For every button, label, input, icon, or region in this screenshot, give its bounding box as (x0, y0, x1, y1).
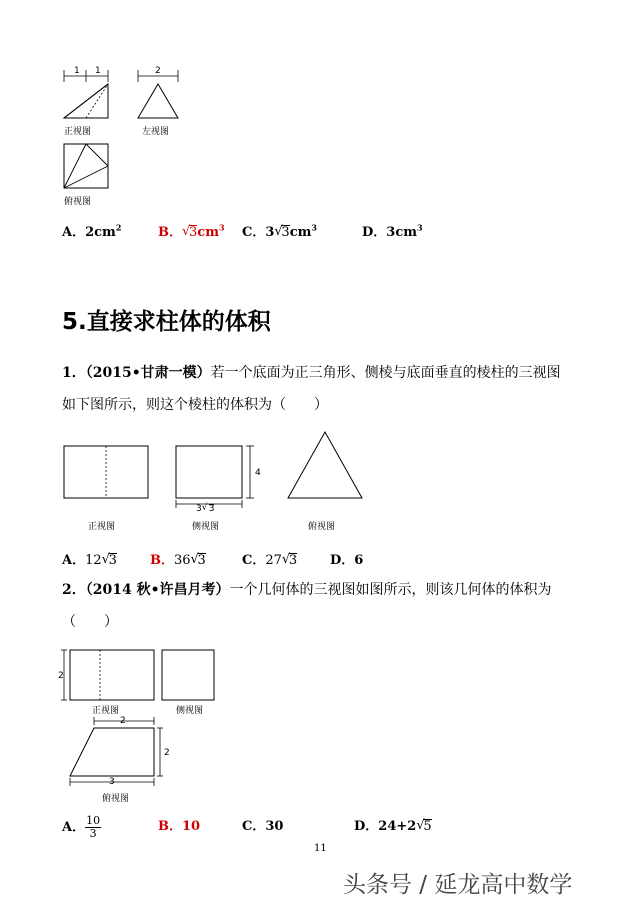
q1-option-a (62, 549, 117, 568)
q2-option-c (242, 815, 283, 834)
option-label: D． (362, 225, 387, 240)
sqrt-symbol (282, 553, 297, 568)
q2-front-view-caption: 正视图 (92, 706, 120, 716)
prev-option-c (242, 221, 317, 240)
q1-width-radicand: 3 (208, 504, 215, 514)
sqrt-symbol (102, 553, 117, 568)
q2-side-view-figure (160, 648, 220, 704)
option-label: C． (242, 819, 266, 834)
option-label: B． (158, 225, 182, 240)
option-coef: 12 (85, 553, 102, 568)
q1-side-view-caption: 侧视图 (192, 522, 220, 532)
sqrt-symbol (202, 504, 215, 514)
q1-side-view-figure (174, 444, 264, 520)
option-coef: 3 (265, 225, 275, 240)
option-radicand: 5 (423, 819, 432, 834)
q1-option-b (150, 549, 206, 568)
q2-top-height-label: 2 (164, 748, 170, 758)
prev-dim-right: 1 (95, 66, 101, 76)
option-sup: 3 (417, 222, 423, 233)
option-value: 2cm (85, 225, 116, 240)
q1-width-coef: 3 (196, 504, 202, 514)
option-unit: cm (289, 225, 312, 240)
page-number: 11 (314, 843, 327, 854)
option-value: 24+2 (378, 819, 417, 834)
q2-top-view-caption: 俯视图 (102, 794, 130, 804)
option-coef: 27 (265, 553, 282, 568)
prev-top-view-figure (60, 138, 116, 194)
prev-top-view-caption: 俯视图 (64, 197, 92, 207)
option-radicand: 3 (281, 225, 290, 240)
q1-height-label: 4 (255, 468, 261, 478)
option-label: B． (158, 819, 182, 834)
option-sup: 3 (311, 222, 317, 233)
q2-line2: （ ） (62, 614, 118, 630)
q1-number: 1． (62, 365, 86, 381)
option-radicand: 3 (108, 553, 117, 568)
prev-dim-side: 2 (155, 66, 161, 76)
watermark: 头条号 / 延龙高中数学 (343, 872, 573, 898)
q1-text-1: 若一个底面为正三角形、侧棱与底面垂直的棱柱的三视图 (210, 365, 561, 381)
option-label: A． (62, 225, 86, 240)
option-radicand: 3 (197, 553, 206, 568)
q1-line1 (62, 366, 561, 380)
prev-option-b (158, 221, 225, 240)
option-label: A． (62, 820, 86, 836)
q2-source: （2014 秋•许昌月考） (85, 582, 230, 598)
option-value: 10 (182, 819, 201, 834)
prev-side-view-caption: 左视图 (142, 127, 170, 137)
sqrt-symbol (416, 819, 431, 834)
q2-text-1: 一个几何体的三视图如图所示，则该几何体的体积为 (229, 582, 552, 598)
section-title: 5.直接求柱体的体积 (62, 309, 271, 335)
q2-line1 (62, 583, 552, 597)
q2-front-view-figure (58, 646, 158, 706)
q2-number: 2． (62, 582, 86, 598)
q2-option-d (354, 815, 432, 834)
option-label: C． (242, 225, 266, 240)
option-label: B． (150, 553, 174, 568)
prev-option-d (362, 221, 423, 240)
option-label: D． (354, 819, 379, 834)
prev-option-a (62, 221, 121, 240)
prev-dim-left: 1 (74, 66, 80, 76)
option-radicand: 3 (189, 225, 198, 240)
option-value: 6 (354, 553, 364, 568)
q1-source: （2015•甘肃一模） (85, 365, 211, 381)
option-label: C． (242, 553, 266, 568)
q1-option-c (242, 549, 297, 568)
option-coef: 36 (174, 553, 191, 568)
option-sup: 2 (115, 222, 122, 233)
option-label: D． (330, 553, 355, 568)
q1-top-view-figure (286, 430, 366, 502)
option-label: A． (62, 553, 86, 568)
q2-front-height-label: 2 (58, 671, 64, 681)
q2-top-bottom-label: 3 (109, 777, 115, 787)
fraction-numerator: 10 (86, 814, 101, 827)
sqrt-symbol (182, 225, 197, 240)
q1-width-label (196, 504, 214, 514)
fraction (85, 815, 101, 840)
option-value: 30 (265, 819, 284, 834)
prev-side-view-figure (132, 62, 182, 122)
q1-top-view-caption: 俯视图 (308, 522, 336, 532)
q2-side-view-caption: 侧视图 (176, 706, 204, 716)
q1-line2: 如下图所示，则这个棱柱的体积为（ ） (62, 397, 328, 413)
option-sup: 3 (218, 222, 225, 233)
option-radicand: 3 (288, 553, 298, 568)
q2-option-a (62, 815, 101, 840)
q2-option-b (158, 815, 200, 834)
q1-front-view-caption: 正视图 (88, 522, 116, 532)
q2-top-top-label: 2 (120, 716, 126, 726)
prev-front-view-caption: 正视图 (64, 127, 92, 137)
sqrt-symbol (274, 225, 289, 240)
q1-front-view-figure (62, 444, 152, 504)
option-value: 3cm (386, 225, 417, 240)
q1-option-d (330, 549, 363, 568)
option-unit: cm (197, 225, 219, 240)
fraction-denominator: 3 (89, 827, 97, 841)
sqrt-symbol (191, 553, 206, 568)
q2-top-view-figure (64, 714, 174, 790)
